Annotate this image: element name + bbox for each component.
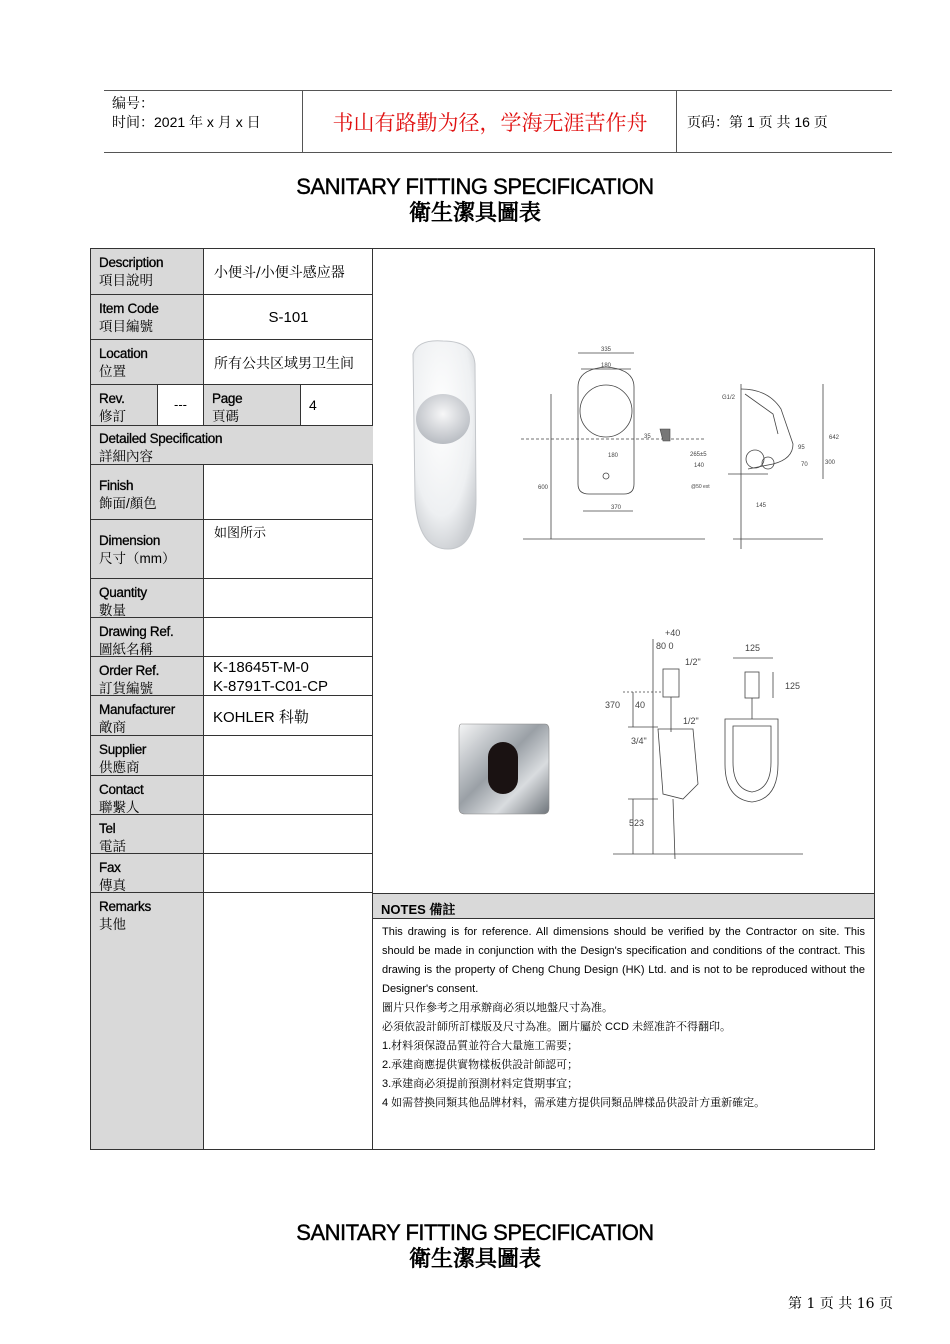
header-slogan: 书山有路勤为径，学海无涯苦作舟 <box>304 91 677 152</box>
title-zh: 衛生潔具圖表 <box>408 200 541 225</box>
row-remarks: Remarks 其他 <box>91 893 373 1149</box>
number-label: 编号： <box>112 95 154 111</box>
svg-text:35: 35 <box>644 434 651 440</box>
detailed-spec-heading: Detailed Specification 詳細內容 <box>91 426 373 465</box>
notes-heading: NOTES 備註 <box>373 893 874 919</box>
urinal-side-elevation <box>728 384 823 549</box>
svg-text:40: 40 <box>635 700 646 710</box>
manufacturer-value: KOHLER 科勒 <box>213 709 309 726</box>
svg-text:180: 180 <box>600 363 612 369</box>
notes-disclaimer-en: This drawing is for reference. All dimensions should be verified by the Contractor on site. This should be made in conjunction with the Design's specification and conditions of the contract. This drawing is the property of Cheng Chung Design (HK) Ltd. and is not to be reproduced without the Designer's consent. <box>382 926 865 995</box>
svg-text:80 0: 80 0 <box>656 641 674 651</box>
svg-text:+40: +40 <box>665 628 681 638</box>
row-manufacturer: Manufacturer 敵商 KOHLER 科勒 <box>91 696 373 736</box>
page-footer: 第 1 页 共 16 页 <box>788 1296 893 1312</box>
notes-line: 1.材料須保證品質並符合大量施工需要； <box>382 1040 579 1052</box>
title-en: SANITARY FITTING SPECIFICATION <box>296 174 654 199</box>
svg-text:600: 600 <box>537 485 548 491</box>
row-supplier: Supplier 供應商 <box>91 736 373 776</box>
row-dimension: Dimension 尺寸（mm） 如图所示 <box>91 520 373 579</box>
description-value: 小便斗/小便斗感应器 <box>214 265 345 281</box>
svg-text:1/2": 1/2" <box>685 657 701 667</box>
location-value: 所有公共区域男卫生间 <box>214 356 354 372</box>
svg-text:523: 523 <box>629 818 645 828</box>
title-en-repeat: SANITARY FITTING SPECIFICATION <box>296 1220 654 1245</box>
svg-text:370: 370 <box>605 700 621 710</box>
svg-text:370: 370 <box>611 505 622 511</box>
time-label: 时间：2021 年 x 月 x 日 <box>112 114 261 130</box>
sensor-front-elevation <box>725 658 778 802</box>
svg-text:300: 300 <box>825 460 836 466</box>
urinal-front-elevation <box>521 353 705 539</box>
title-zh-repeat: 衛生潔具圖表 <box>408 1246 541 1271</box>
urinal-bowl <box>416 394 470 444</box>
header-page-label: 页码：第 1 页 共 16 页 <box>687 113 828 130</box>
row-drawing-ref: Drawing Ref. 圖紙名稱 <box>91 618 373 657</box>
svg-text:G1/2: G1/2 <box>722 395 736 401</box>
svg-text:95: 95 <box>798 445 805 451</box>
spec-sheet <box>90 248 875 1150</box>
svg-text:335: 335 <box>600 347 612 353</box>
sensor-eye <box>488 742 518 794</box>
svg-text:125: 125 <box>785 681 801 691</box>
notes-line: 2.承建商應提供實物樣板供設計師認可； <box>382 1059 579 1071</box>
order-ref-value: K-18645T-M-0 K-8791T-C01-CP <box>213 659 329 695</box>
dimension-value: 如图所示 <box>214 526 267 541</box>
notes-body <box>373 919 874 1113</box>
spec-title-repeat <box>0 1220 950 1272</box>
row-tel: Tel 電話 <box>91 815 373 854</box>
rev-value: --- <box>158 385 204 425</box>
svg-text:145: 145 <box>756 503 767 509</box>
svg-text:125: 125 <box>745 643 761 653</box>
urinal-product-drawing <box>373 249 874 589</box>
notes-line: 必須依設計師所訂樣版及尺寸為准。圖片屬於 CCD 未經准許不得翻印。 <box>382 1021 731 1033</box>
urinal-photo <box>413 341 476 549</box>
svg-text:265±5: 265±5 <box>690 452 707 458</box>
notes-line: 3.承建商必須提前預測材料定貨期事宜； <box>382 1078 579 1090</box>
notes-line: 4 如需替換同類其他品牌材料，需承建方提供同類品牌樣品供設計方重新確定。 <box>382 1097 766 1109</box>
row-quantity: Quantity 數量 <box>91 579 373 618</box>
item-code-value: S-101 <box>268 309 309 326</box>
row-rev-page: Rev. 修訂 --- Page 頁碼 4 <box>91 385 373 426</box>
svg-text:@50 ext: @50 ext <box>691 484 710 490</box>
page-header <box>104 90 892 153</box>
row-location: Location 位置 所有公共区域男卫生间 <box>91 340 373 385</box>
row-finish: Finish 飾面/顏色 <box>91 465 373 520</box>
svg-text:140: 140 <box>694 463 705 469</box>
notes-panel <box>373 893 874 1149</box>
row-contact: Contact 聯繫人 <box>91 776 373 815</box>
sensor-drawing <box>373 624 874 874</box>
svg-text:180: 180 <box>608 453 619 459</box>
svg-text:70: 70 <box>801 462 808 468</box>
row-order-ref: Order Ref. 訂貨編號 K-18645T-M-0 K-8791T-C01-CP <box>91 657 373 696</box>
header-meta <box>104 91 303 152</box>
svg-text:1/2": 1/2" <box>683 716 699 726</box>
svg-text:642: 642 <box>829 435 840 441</box>
row-item-code: Item Code 項目編號 S-101 <box>91 295 373 340</box>
spec-title <box>0 174 950 226</box>
row-fax: Fax 傳真 <box>91 854 373 893</box>
page-value: 4 <box>309 397 317 413</box>
row-description: Description 項目說明 小便斗/小便斗感应器 <box>91 249 373 295</box>
notes-line: 圖片只作參考之用承辦商必須以地盤尺寸為准。 <box>382 1002 613 1014</box>
svg-text:3/4": 3/4" <box>631 736 647 746</box>
